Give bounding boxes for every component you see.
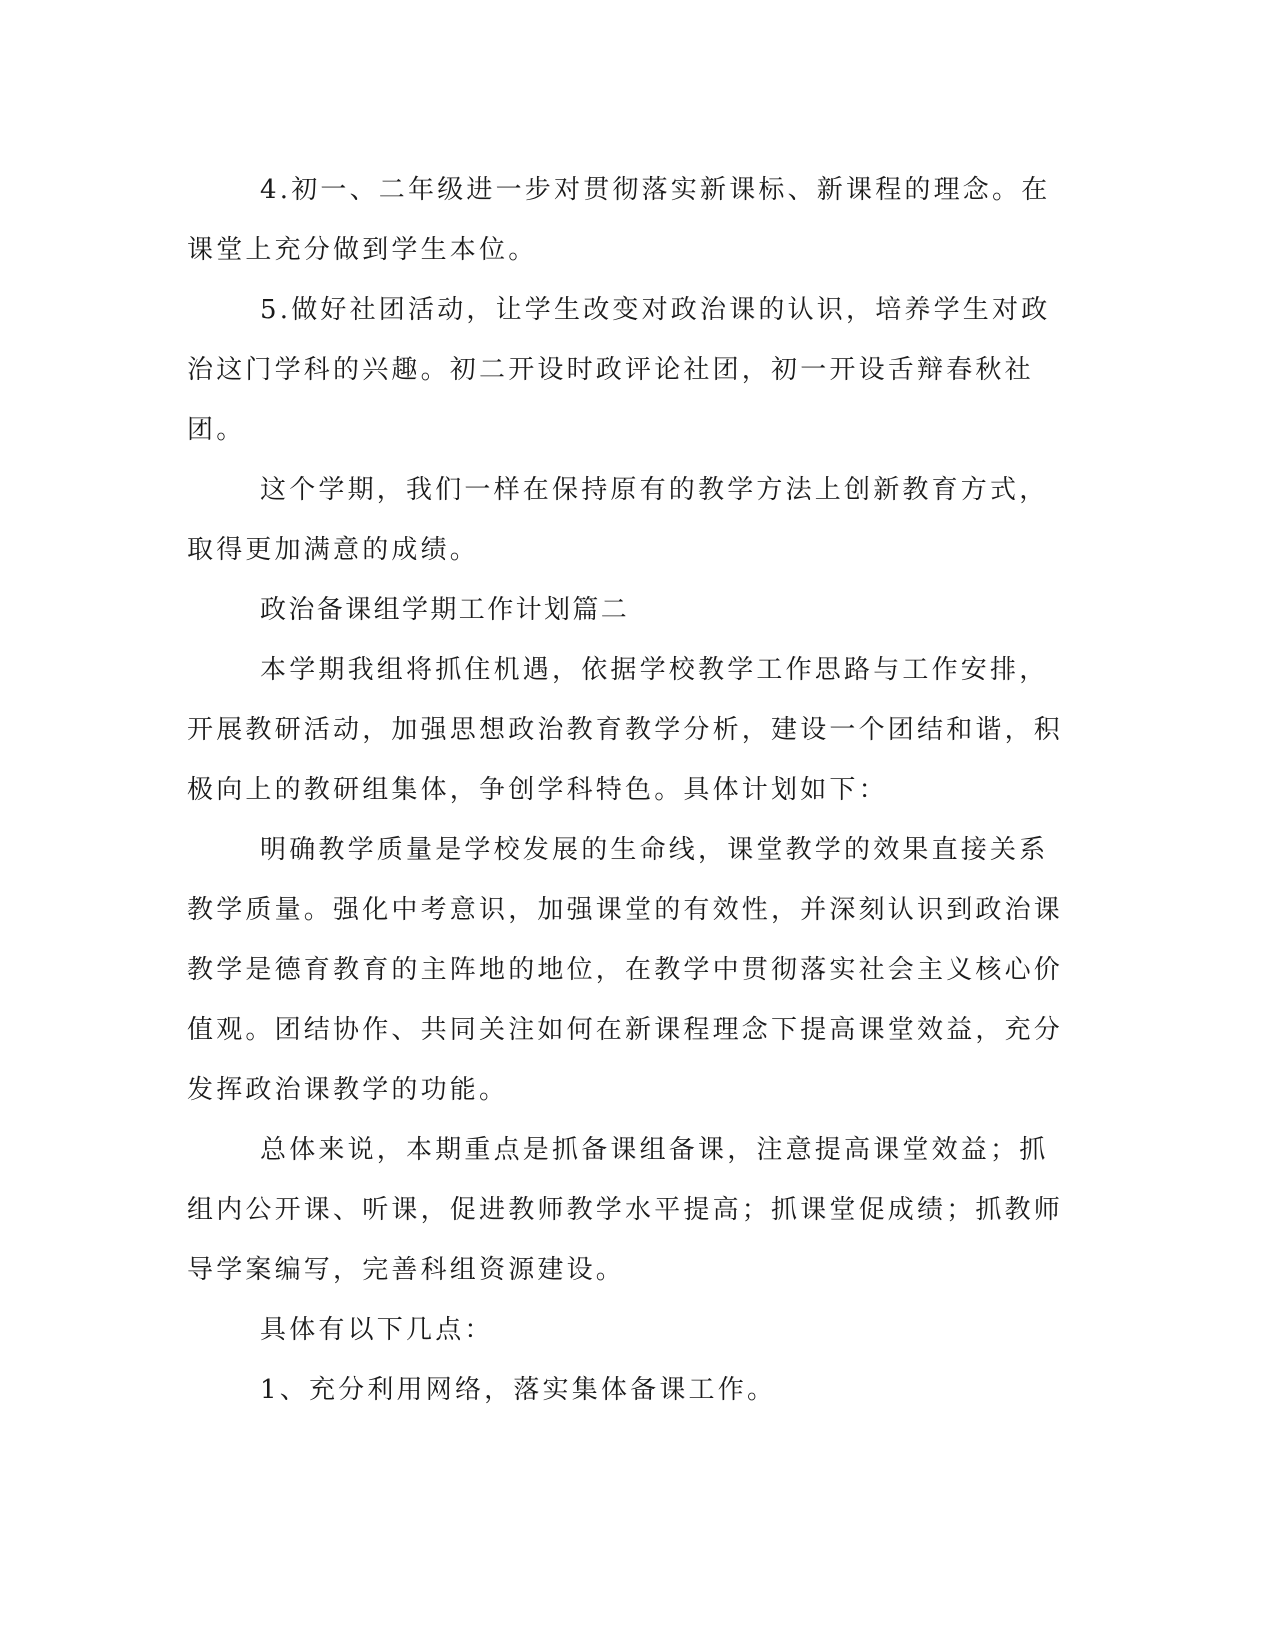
paragraph-item-5: 5.做好社团活动，让学生改变对政治课的认识，培养学生对政治这门学科的兴趣。初二开设时政评论社团，初一开设舌辩春秋社团。	[187, 295, 1051, 445]
paragraph-overview: 总体来说，本期重点是抓备课组备课，注意提高课堂效益；抓组内公开课、听课，促进教师教学水平提高；抓课堂促成绩；抓教师导学案编写，完善科组资源建设。	[187, 1135, 1064, 1285]
paragraph-teaching-quality: 明确教学质量是学校发展的生命线，课堂教学的效果直接关系教学质量。强化中考意识，加强课堂的有效性，并深刻认识到政治课教学是德育教育的主阵地的地位，在教学中贯彻落实社会主义核心价值观。团结协作、共同关注如何在新课程理念下提高课堂效益，充分发挥政治课教学的功能。	[187, 835, 1064, 1105]
document-body	[187, 160, 1067, 1420]
paragraph-semester-summary: 这个学期，我们一样在保持原有的教学方法上创新教育方式，取得更加满意的成绩。	[187, 475, 1049, 565]
paragraph-item-4: 4.初一、二年级进一步对贯彻落实新课标、新课程的理念。在课堂上充分做到学生本位。	[187, 175, 1051, 265]
paragraph-points-intro: 具体有以下几点：	[260, 1315, 494, 1345]
section-heading: 政治备课组学期工作计划篇二	[260, 595, 630, 625]
paragraph-point-1: 1、充分利用网络，落实集体备课工作。	[260, 1375, 777, 1405]
paragraph-intro: 本学期我组将抓住机遇，依据学校教学工作思路与工作安排，开展教研活动，加强思想政治教育教学分析，建设一个团结和谐，积极向上的教研组集体，争创学科特色。具体计划如下：	[187, 655, 1064, 805]
